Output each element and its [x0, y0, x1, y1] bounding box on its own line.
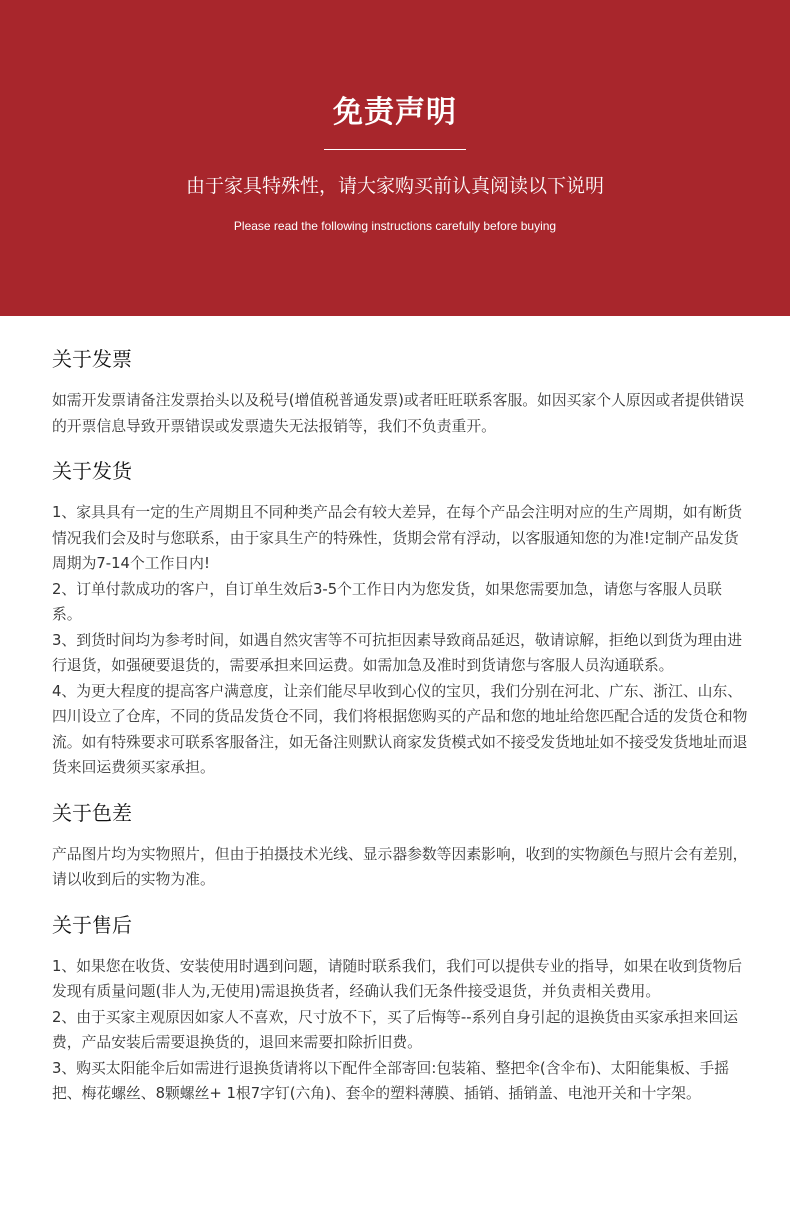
section-invoice: [52, 344, 750, 439]
section-title: 关于色差: [52, 800, 132, 825]
banner-subtitle: 由于家具特殊性，请大家购买前认真阅读以下说明: [185, 175, 604, 197]
header-banner: [0, 0, 790, 316]
title-divider: [324, 149, 466, 150]
section-paragraph: 如需开发票请备注发票抬头以及税号(增值税普通发票)或者旺旺联系客服。如因买家个人原因或者提供错误的开票信息导致开票错误或发票遗失无法报销等，我们不负责重开。: [52, 392, 745, 435]
section-shipping: [52, 456, 750, 781]
section-paragraph: 3、购买太阳能伞后如需进行退换货请将以下配件全部寄回:包装箱、整把伞(含伞布)、太阳能集板、手摇把、梅花螺丝、8颗螺丝+ 1根7字钉(六角)、套伞的塑料薄膜、插销、插销盖、电池开关和十字架。: [52, 1059, 730, 1102]
section-paragraph: 1、家具具有一定的生产周期且不同种类产品会有较大差异，在每个产品会注明对应的生产周期，如有断货情况我们会及时与您联系，由于家具生产的特殊性，货期会常有浮动，以客服通知您的为准!定制产品发货周期为7-14个工作日内!: [52, 504, 743, 572]
banner-english-subtitle: Please read the following instructions carefully before buying: [233, 219, 557, 233]
section-paragraph: 4、为更大程度的提高客户满意度，让亲们能尽早收到心仪的宝贝，我们分别在河北、广东、浙江、山东、四川设立了仓库，不同的货品发货仓不同，我们将根据您购买的产品和您的地址给您匹配合适的发货仓和物流。如有特殊要求可联系客服备注，如无备注则默认商家发货模式如不接受发货地址如不接受发货地址而退货来回运费须买家承担。: [52, 682, 748, 776]
section-color-difference: [52, 798, 750, 893]
section-title: 关于发货: [52, 459, 132, 483]
section-title: 关于售后: [52, 912, 132, 937]
section-paragraph: 产品图片均为实物照片，但由于拍摄技术光线、显示器参数等因素影响，收到的实物颜色与照片会有差别，请以收到后的实物为准。: [52, 845, 748, 888]
section-paragraph: 3、到货时间均为参考时间，如遇自然灾害等不可抗拒因素导致商品延迟，敬请谅解，拒绝以到货为理由进行退货，如强硬要退货的，需要承担来回运费。如需加急及准时到货请您与客服人员沟通联系。: [52, 631, 743, 674]
section-paragraph: 1、如果您在收货、安装使用时遇到问题，请随时联系我们，我们可以提供专业的指导，如果在收到货物后发现有质量问题(非人为,无使用)需退换货者，经确认我们无条件接受退货，并负责相关费用。: [52, 957, 743, 1000]
section-paragraph: 2、订单付款成功的客户，自订单生效后3-5个工作日内为您发货，如果您需要加急，请您与客服人员联系。: [52, 580, 722, 623]
section-paragraph: 2、由于买家主观原因如家人不喜欢，尺寸放不下，买了后悔等--系列自身引起的退换货由买家承担来回运费，产品安装后需要退换货的，退回来需要扣除折旧费。: [52, 1008, 738, 1051]
disclaimer-content: [0, 316, 790, 1107]
page-title: 免责声明: [333, 95, 457, 130]
section-title: 关于发票: [52, 347, 132, 371]
section-after-sales: [52, 910, 750, 1107]
